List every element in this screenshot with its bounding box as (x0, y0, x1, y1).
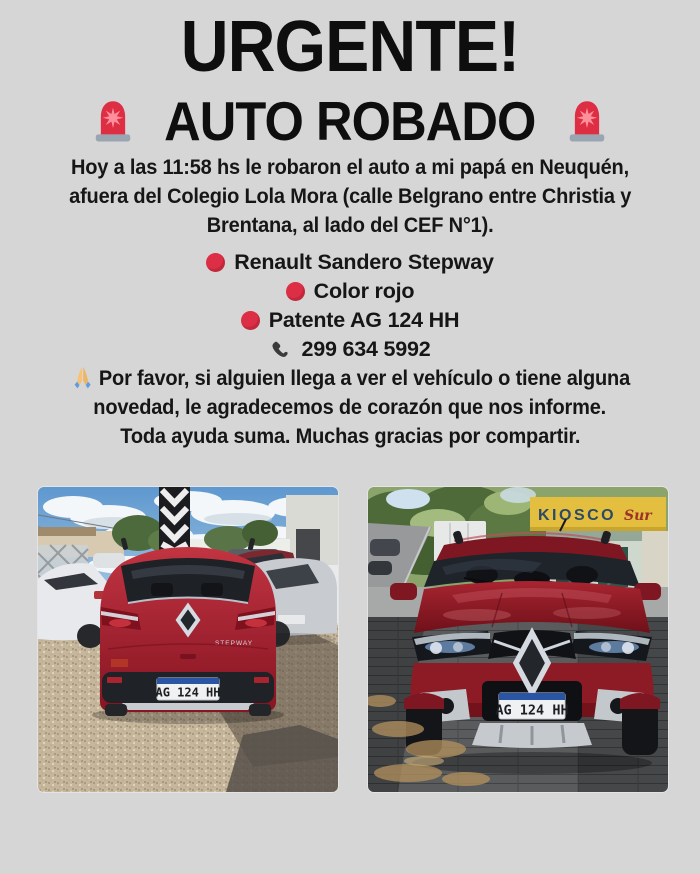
page-title (0, 6, 700, 88)
rear-window (121, 558, 255, 603)
phone-icon (269, 338, 292, 361)
photo-car-rear (38, 487, 338, 792)
photo-car-front (368, 487, 668, 792)
phone-number: 299 634 5992 (301, 337, 431, 361)
photo-row (0, 487, 700, 792)
intro-line: Hoy a las 11:58 hs le robaron el auto a mi papá en Neuquén, (71, 155, 629, 179)
stepway-badge: STEPWAY (214, 640, 254, 647)
detail-row-model (0, 248, 700, 277)
plea-text: Por favor, si alguien llega a ver el vehículo o tiene alguna (98, 366, 630, 390)
police-light-icon (90, 98, 136, 144)
dealership-chevron-flag (159, 487, 190, 551)
plea-line: novedad, le agradecemos de corazón que nos informe. (93, 395, 607, 419)
detail-label: Renault Sandero Stepway (234, 250, 494, 274)
detail-row-plate (0, 306, 700, 335)
svg-text:Sur: Sur (624, 508, 652, 524)
car-details-list (0, 248, 700, 364)
red-circle-icon (206, 253, 225, 272)
intro-line: afuera del Colegio Lola Mora (calle Belgrano entre Christia y (68, 184, 631, 208)
detail-row-color (0, 277, 700, 306)
svg-text:AG 124 HH: AG 124 HH (155, 685, 221, 700)
police-light-icon (564, 98, 610, 144)
subtitle-text: AUTO ROBADO (164, 90, 536, 152)
intro-paragraph (0, 153, 700, 240)
front-tire (622, 701, 658, 755)
intro-line: Brentana, al lado del CEF N°1). (206, 213, 494, 237)
plea-paragraph (0, 364, 700, 451)
detail-row-phone (0, 335, 700, 364)
plea-line (70, 364, 630, 393)
subtitle-row (0, 92, 700, 150)
title-text: URGENTE! (180, 7, 520, 87)
svg-text:AG 124 HH: AG 124 HH (495, 702, 569, 719)
side-mirror (390, 583, 417, 600)
svg-text:KIOSCO: KIOSCO (538, 507, 617, 524)
folded-hands-icon (70, 364, 95, 391)
detail-label: Color rojo (313, 279, 415, 303)
stolen-car-rear (92, 537, 284, 724)
detail-label: Patente AG 124 HH (268, 308, 460, 332)
plea-line: Toda ayuda suma. Muchas gracias por compartir. (119, 424, 581, 448)
red-circle-icon (241, 311, 260, 330)
red-circle-icon (286, 282, 305, 301)
license-plate-front (495, 693, 568, 719)
license-plate-rear (155, 678, 220, 700)
